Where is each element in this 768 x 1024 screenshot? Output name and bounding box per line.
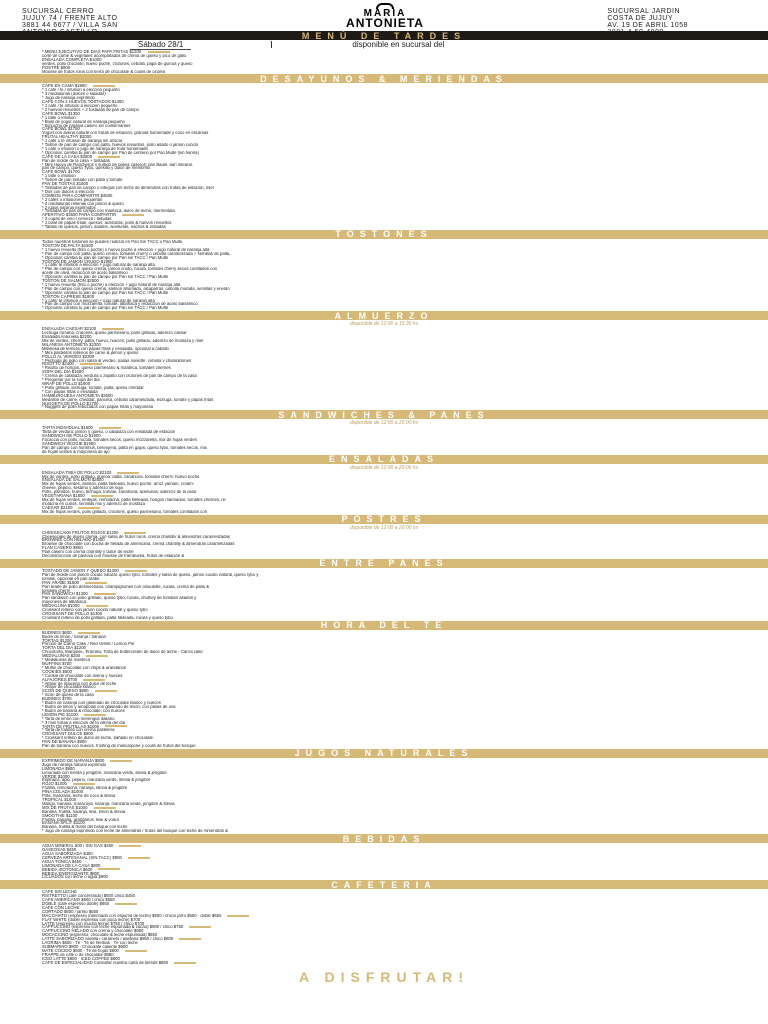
price-highlight-icon (99, 427, 121, 429)
menu-item-text: * 1 latte o infusión (42, 174, 76, 179)
menu-item-text: * Alfajor de chocolate blanco (42, 685, 96, 690)
menu-item-text: ENSALADA COMPLETA $1000 (42, 57, 102, 62)
menu-item-text: PAN SANDWICH $1300 (42, 592, 88, 597)
section-tab: disponible en sucursal del (352, 40, 445, 49)
price-highlight-icon (125, 570, 147, 572)
menu-item-text: * Pechuga de pollo con salsa al verdeo, papas noisette, cebolla y champiñones (42, 358, 192, 363)
menu-item-text: AGUA TÓNICA $450 (42, 859, 82, 864)
menu-item-text: CAESAR $2100 (42, 505, 73, 510)
menu-item-text: Mix de hojas verdes, pollo grillado, croutons, queso parmesano, tomates confitados con (42, 509, 208, 514)
menu-item-text: EXPRIMIDO DE NARANJA $800 (42, 758, 105, 763)
menu-item-text: * 4 medialunas rellenas con jamón & queso (42, 201, 124, 206)
price-highlight-icon (84, 714, 106, 716)
menu-item-text: CORTADO $600 / jarrito $650 (42, 909, 99, 914)
menu-item-text: ICED LATTE $850 · ICED COFFEE $800 (42, 956, 120, 961)
menu-item-line (42, 829, 768, 833)
branch-right-line: COSTA DE JUJUY (607, 15, 674, 22)
menu-item-text: AGUA SABORIZADA $450 (42, 851, 93, 856)
menu-item-text: tomate, opcional en pan árabe (42, 576, 100, 581)
menu-item-text: * Mini Huevo de Rancheros y surtido de panes caseros: pan Bagel, pan integral, (42, 162, 193, 167)
price-highlight-icon (105, 725, 127, 727)
branch-right-line: AV. 19 DE ABRIL 1058 (607, 22, 688, 29)
menu-item-text: LEMON PIE $1100 (42, 712, 78, 717)
menu-item-text: * Scon de queso de la casa (42, 693, 94, 698)
section-tab: Sábado 28/1 (130, 41, 191, 50)
closing-title: A DISFRUTAR! (299, 968, 469, 985)
menu-item-text: CAFÉ AMERICANO $600 / chico $550 (42, 898, 115, 903)
menu-item-text: FRUTAL HEALTHY $2000 (42, 135, 92, 140)
section-subtitle: disponible de 12:00 a 20:00 hs (349, 464, 419, 471)
branch-left (22, 8, 118, 36)
section-body (0, 50, 768, 73)
menu-item-text: BROWNIE CON HELADO $1300 (42, 538, 105, 543)
menu-item-text: SOPA DEL DÍA $1600 (42, 370, 84, 375)
menu-item-text: CAFÉ DE ESPECIALIDAD Consultar nuestra carta de blends $850 (42, 960, 169, 965)
menu-item-text: LATTE (espresso con mucha leche) $750 / chico $700 (42, 921, 145, 926)
menu-item-text: * 3 mini tortas a elección de la vitrina del día (42, 720, 126, 725)
menu-item-text: CROISSANT DE POLLO $1300 (42, 611, 103, 616)
menu-item-text: * 1 café / té infusión a elección pequeño (42, 103, 118, 108)
menu-item-text: CAFÉ SIN LECHE (42, 890, 77, 895)
menu-item-text: * Risotto de hongos, queso parmesano & manteca, tomates cherries (42, 366, 171, 371)
menu-item-text: * Crema de calabaza, verdura o zapallo con crutones de pan de campo de la casa (42, 374, 197, 379)
menu-item-text: MUFFINS $700 (42, 662, 72, 666)
menu-item-text: Yogurt con avena natural con frutas de estación, granola homemade y coco en escamas (42, 131, 209, 136)
menu-item-text: MILANESA ANTONIETA $2300 (42, 342, 101, 347)
menu-item-text: * Nuggets de pollo rebozados con papas fritas y mayonesa (42, 405, 154, 410)
section-body (0, 240, 768, 310)
menu-item-text: ENSALADA DE SALMÓN $2800 (42, 478, 104, 483)
menu-item-text: Pan de campo con hummus, berenjena, palta en gajos, queso tybo, tomates secos, mix (42, 445, 207, 450)
section-body (0, 631, 768, 748)
menu-item-line (42, 70, 768, 74)
menu-item-text: Croissant relleno con jamón cocido natural y queso tybo (42, 608, 148, 612)
menu-item-line (42, 961, 768, 965)
price-highlight-icon (227, 915, 249, 917)
menu-item-text: ALFAJORES $700 (42, 677, 78, 682)
menu-item-text: Tarta de verdura, jamón y queso, o calabaza con ensalada de estación (42, 430, 176, 435)
menu-item-text: * Alfajor de maicena con dulce de leche (42, 681, 117, 686)
price-highlight-icon (73, 783, 95, 785)
price-highlight-icon (189, 926, 211, 928)
menu-item-line (42, 616, 768, 620)
price-highlight-icon (86, 655, 108, 657)
menu-item-text: LIMONADA $900 (42, 766, 75, 771)
menu-item-text: MEDIALUNAS $200 (42, 654, 81, 659)
logo-line-1: MARIA (363, 8, 407, 19)
menu-item-line (42, 450, 768, 454)
menu-item-text: * Tostón de pan de campo con palta, huevos revueltos, pollo asado o jamón cocido (42, 143, 199, 147)
menu-item-text: Mango, banana, maracuyá, naranja, manzana verde, jengibre & stevia (42, 801, 175, 806)
menu-item-text: Banana, frutilla, naranja, kiwi, limón & stevia (42, 809, 126, 814)
menu-item-text: POSTRE $800 (42, 65, 71, 70)
menu-item-text: * Budín de naranja con glaseado de chocolate blanco y nueces (42, 701, 161, 705)
section-subtitle: disponible de 12:00 a 20:00 hs (349, 524, 419, 531)
section-subtitle: disponible de 12:00 a 15:30 hs (349, 321, 419, 328)
menu-item-text: SMOOTHIE $1100 (42, 813, 78, 818)
menu-item-text: AGUA MINERAL 500 / SIN GAS $400 (42, 844, 114, 849)
menu-item-text: * 1 café/ té infusión a elección + jugo natural de naranja alta (42, 298, 155, 303)
menu-item-text: * Pan de campo con palta, queso crema, tomates cherry o cebolla caramelizada + semillas de palta, (42, 251, 231, 256)
menu-item-text: * Opcional: cambia tu pan de campo por Pan sin TACC / Pan Multe (42, 306, 169, 311)
menu-item-text: Ensalada Antonieta $2200 (42, 335, 92, 339)
menu-item-text: TOSTÓN CAPRESE $1800 (42, 294, 95, 299)
menu-item-text: BUDINES $700 (42, 697, 72, 702)
menu-item-text: * 1 latte o infusión (42, 115, 76, 120)
menu-item-text: * Tablas de quesos, jamón, salame, aceitunas, nachos & tostadas (42, 225, 166, 229)
menu-item-text: Lechuga romana, crutones, queso parmesano, pollo grillado, aderezo caesar (42, 331, 187, 336)
menu-item-text: MOCACCINO (espresso, chocolate & leche espumada) $850 (42, 933, 158, 938)
menu-item-text: MATE COCIDO $500 · Té de hojas $600 (42, 948, 119, 953)
menu-item-text: * Bizcocho de naranja casero sin conservantes (42, 123, 131, 128)
section-title: ENTRE PANES (0, 559, 768, 568)
menu-item-text: Flan casero con crema chantilly y dulce de leche (42, 550, 134, 555)
menu-item-text: Mix de verdes, pollo grillado, quínoa, palta, zanahoria, tomates cherry, huevo poché (42, 474, 200, 479)
price-highlight-icon (98, 868, 120, 870)
price-highlight-icon (122, 214, 144, 216)
menu-item-text: Brownie de chocolate con bocha de helado de americana, crema chantilly & almendras caramelizadas (42, 542, 235, 547)
menu-item-text: * Jugo de naranja exprimido (42, 96, 95, 101)
menu-item-text: * Pan de campo con mozzarella, tomate, albahaca y reducción de aceto balsámico (42, 302, 198, 307)
menu-item-text: COMBOS PARA COMPARTIR $4500 (42, 193, 113, 198)
menu-item-text: * Opcional: cambia tu pan de campo por Pan sin TACC / Pan Multe (42, 275, 169, 280)
menu-item-line (42, 225, 768, 229)
menu-item-text: TOSTÓN DE PALTA $1500 (42, 243, 94, 248)
price-highlight-icon (179, 938, 201, 940)
section-subtitle: disponible de 12:00 a 20:00 hs (349, 420, 419, 427)
menu-item-text: PAN DE TOSTAS $1500 (42, 182, 89, 186)
menu-item-text: * Con papas fritas o ensalada (42, 389, 98, 394)
price-highlight-icon (148, 51, 170, 53)
menu-item-text: WRAP DE POLLO $1900 (42, 381, 91, 386)
menu-item-text: Budín de limón / naranja / banana (42, 634, 106, 639)
menu-item-text: * Budín de limón y amapolas con glaseado de limón, con pasas de uva (42, 704, 176, 709)
price-highlight-icon (85, 582, 107, 584)
menu-item-text: SANDWICH VEGGIE $1900 (42, 441, 96, 446)
section-title: SANDWICHES & PANES (0, 410, 768, 419)
menu-item-text: PIÑA COLADA $1000 (42, 790, 84, 795)
menu-item-text: corte de carne & vegetales acompañados de crema de queso y pico de gallo (42, 53, 187, 58)
price-highlight-icon (124, 532, 146, 534)
section-body (0, 327, 768, 409)
divider-icon (271, 41, 272, 48)
price-highlight-icon (83, 679, 105, 681)
menu-item-text: CERVEZA ARTESANAL (SIN TACC) $900 (42, 855, 122, 860)
menu-item-text: Mousse de frutos rojos con tierra de chocolate & coulis de ciruela (42, 69, 165, 74)
menu-item-text: Jugo de naranja natural exprimido (42, 762, 107, 767)
menu-item-text: MEDIALUNA $1000 (42, 604, 80, 609)
menu-item-text: * Medialunas de manteca (42, 658, 90, 662)
section-title: CAFETERIA (0, 880, 768, 889)
menu-item-text: BUDINES $600 (42, 630, 72, 635)
menu-item-text: Mix de hojas verdes, lentejas, remolacha, palta fileteada, hongos marinados, tomates cherries, re- (42, 498, 227, 502)
menu-item-text: BEBIDA ENERGIZANTE $800 (42, 871, 100, 876)
menu-item-text: TARTA INDIVIDUAL $1600 (42, 426, 93, 431)
menu-item-text: * Tostón de pan tostado con palta y tomate (42, 178, 123, 183)
menu-item-text: Deconstrucción de pavlova con mousse de frambuesa, frutos de estación & (42, 554, 185, 558)
menu-item-text: * Cookie de chocolate con avena y nueces (42, 673, 123, 678)
menu-item-line (42, 554, 768, 558)
menu-item-text: Frutilla, banana, arándanos, kiwi & yogur (42, 817, 120, 822)
menu-item-text: ROJO $1000 (42, 782, 67, 787)
section-body (0, 759, 768, 833)
menu-item-text: Pan árabe de pollo desmechado, champignones con ciboulette, rúcula, crema de palta & (42, 584, 210, 589)
menu-item-text: ENSALADA CAESAR $2100 (42, 327, 97, 332)
menu-item-text: Chocotorta, Marquise, Tiramisú, Torta de buttercream de dulce de leche - Carrot cake (42, 650, 203, 655)
menu-item-line (42, 306, 768, 310)
menu-item-text: VERDE $1000 (42, 774, 70, 779)
menu-item-text: * Mini pastelitos rellenos de carne & jamón y queso (42, 350, 139, 355)
menu-item-text: Pan sándwich con pollo grillado, queso tybo, rúcula, chutney de tomates asados y (42, 596, 197, 601)
menu-item-text: GASEOSAS $450 (42, 848, 77, 852)
section-tabs (0, 41, 768, 50)
menu-item-text: * Tostadas de pan de campo o integral con leche de almendras con frutas de estación, miel (42, 186, 214, 190)
menu-item-text: CAFÉ BOWL $1750 (42, 127, 80, 132)
price-highlight-icon (98, 156, 120, 158)
section-title: ENSALADAS (0, 455, 768, 464)
price-highlight-icon (125, 950, 147, 952)
menu-item-text: FLAN CASERO $900 (42, 546, 83, 551)
menu-item-text: CAFÉ EN CAMA $1900 (42, 84, 87, 89)
menu-item-text: CAPPUCCINO HELADO con crema y chocolate $950 (42, 929, 144, 934)
section-body (0, 84, 768, 229)
price-highlight-icon (128, 857, 150, 859)
menu-item-text: CAPPUCCINO (espresso con leche espumada & cacao) $800 / chico $750 (42, 925, 184, 930)
price-highlight-icon (117, 472, 139, 474)
section-title: ALMUERZO (0, 311, 768, 320)
section-body (0, 844, 768, 879)
branch-left-line: ANTONIO CASTILLO (22, 29, 98, 36)
section-body (0, 426, 768, 453)
branch-right (607, 8, 688, 36)
menu-item-text: TORTAS $1200 (42, 638, 72, 643)
price-highlight-icon (80, 363, 102, 365)
menu-item-text: * 1 café o infusión o jugo de naranja de fruta homemade (42, 146, 148, 151)
menu-item-text: * 3 medialunas (dulces o saladas) (42, 92, 106, 97)
price-highlight-icon (78, 507, 100, 509)
price-highlight-icon (94, 807, 116, 809)
menu-item-text: TOSTÓN DE SALMÓN $2500 (42, 279, 99, 283)
menu-item-text: SANDWICH DE POLLO $1900 (42, 434, 101, 439)
branch-left-line: JUJUY 74 / FRENTE ALTO (22, 15, 118, 22)
menu-item-text: * 2 huevos revueltos + 2 tostadas de pan de campo (42, 107, 139, 112)
menu-item-text: Pan de banana con nueces, frosting de mascarpone y coulis de frutos del bosque (42, 744, 196, 748)
price-highlight-icon (86, 605, 108, 607)
menu-item-text: PAN DE BANANA $900 (42, 740, 87, 745)
branch-left-line: 3881 44 6677 / VILLA SAN (22, 22, 118, 29)
maria-antonieta-logo (323, 3, 447, 29)
menu-item-text: LATTE SABORIZADO vainilla / caramelo / avellana $850 / chico $800 (42, 937, 174, 942)
menu-item-line (42, 405, 768, 409)
menu-item-text: * Tostadas de pan de campo con manteca, dulce de leche, mermelada (42, 209, 175, 214)
branch-right-line: 3881 4-50-4000 (607, 29, 664, 36)
section-title: BEBIDAS (0, 834, 768, 843)
menu-item-text: Pollo, palmitos, huevo, lechuga, tomate, zanahoria, aceitunas, aderezo de la casa (42, 490, 197, 495)
menu-item-text: * 1 café o té infusión de naranja sin azúcar (42, 139, 123, 144)
menu-item-text: VEGETARIANA $1800 (42, 494, 85, 498)
menu-item-text: * Pan de campo con queso crema, jamón crudo, rúcula, tomates cherry secos confitados con (42, 267, 218, 272)
menu-sections (0, 31, 768, 965)
menu-item-text: * MENÚ EJECUTIVO DE DÍAS PAPA FRITAS $1200 (42, 50, 143, 54)
section-title: JUGOS NATURALES (0, 749, 768, 758)
menu-item-text: Pan de molde de la casa + tostadas (42, 158, 110, 163)
menu-item-text: APERITIVO $3500 PARA COMPARTIR (42, 213, 117, 218)
menu-item-line (42, 744, 768, 748)
price-highlight-icon (78, 632, 100, 634)
menu-item-text: COOKIES $600 (42, 669, 73, 674)
menu-item-text: DOBLE (café espresso doble) $650 (42, 902, 110, 906)
menu-item-line (42, 510, 768, 514)
menu-item-text: NUGGETS DE POLLO $1700 (42, 401, 99, 406)
menu-item-text: * Opcional: cambia tu pan de campo por Pan sin TACC / Pan Multe (42, 255, 169, 260)
menu-item-text: * 1 café / té / infusión a elección pequeño (42, 88, 120, 93)
menu-item-text: TORTA DEL DÍA $1200 (42, 646, 87, 651)
menu-item-text: * 1 huevo revuelto (frito o poché) a elección + jugo natural de naranja alta (42, 282, 181, 287)
menu-item-text: ENSALADA TIBIA DE POLLO $2100 (42, 470, 112, 475)
menu-item-text: PAN ÁRABE $1500 (42, 580, 80, 585)
menu-item-text: * Opcional: cambia tu pan de campo por Pan de centeno por Pan Multe (sin harina) (42, 150, 199, 155)
menu-item-text: Frutilla, remolacha, naranja, stevia & jengibre (42, 786, 128, 791)
menu-item-text: CHEESECAKE FRUTOS ROJOS $1200 (42, 530, 119, 535)
menu-item-text: Cheesecake de queso crema, con salsa de frutos rojos, crema chantilly & almendras caramelizadas (42, 534, 231, 539)
menu-item-text: CAFÉ CON LECHE (42, 905, 80, 910)
menu-item-text: de hojas verdes & mayonesa de ajo (42, 449, 110, 454)
menu-item-text: Pan de molde con jamón cocido natural, queso tybo, tomates y salsa de queso, jamón cocido natural, queso tybo y (42, 572, 259, 577)
menu-item-text: Piña, manzana, leche de coco & stevia (42, 794, 116, 798)
menu-item-text: MIX DE FRUTAS $1000 (42, 805, 88, 810)
menu-item-text: HAMBURGUESA ANTONIETA $2600 (42, 393, 113, 398)
menu-item-text: Mix de verdes, cherry, palta, huevo, nueces, pollo grillado, aderezo de mostaza y miel (42, 339, 204, 343)
menu-item-text: verdes, pollo crocante, huevo poché, crutones, cebolla, papa de quinoa y queso (42, 61, 193, 66)
menu-item-text: Limonada con menta y jengibre, manzana verde, stevia & jengibre (42, 770, 167, 775)
menu-item-text: TOSTADO DE JAMÓN Y QUESO $1300 (42, 568, 119, 573)
section-body (0, 569, 768, 620)
menu-item-line (42, 875, 768, 879)
menu-item-text: * Muffin de chocolate con chips & arándanos (42, 665, 127, 670)
menu-item-text: Espinaca, apio, pepino, manzana verde, stevia & jengibre (42, 778, 151, 783)
menu-item-text: * Tarta de frutillas con crema pastelera (42, 728, 115, 733)
menu-item-text: SUBMARINO $800 · Chocolate caliente $900 (42, 945, 128, 949)
section-title: DESAYUNOS & MERIENDAS (0, 74, 768, 83)
price-highlight-icon (102, 328, 124, 330)
price-highlight-icon (95, 690, 117, 692)
menu-item-text: TARTA DE FRUTILLAS $1000 (42, 724, 100, 729)
menu-item-text: Medallón de carne, cheddar, panceta, cebolla caramelizada, lechuga, tomate y papas fritas (42, 397, 214, 402)
menu-item-text: FRAPPÉ de café o de chocolate $950 (42, 952, 114, 957)
menu-item-text: mayonesa de albahaca (42, 600, 86, 605)
branch-left-line: SUCURSAL CERRO (22, 8, 95, 15)
menu-item-text: * 1 huevo revuelto (frito o poché) o huevo poché a elección + jugo natural de naranja alta (42, 247, 210, 252)
price-highlight-icon (174, 962, 196, 964)
menu-item-text: POLLO AL VERDEO $2300 (42, 354, 95, 359)
menu-item-text: TOSTÓN DE JAMÓN CRUDO $1900 (42, 259, 113, 264)
menu-item-text: cheese, pepino, sésamo y aderezo de soja (42, 486, 123, 491)
menu-item-text: Milanesa de ternera con papas fritas y ensalada, opcional a caballo (42, 346, 169, 351)
price-highlight-icon (119, 845, 141, 847)
section-body (0, 471, 768, 514)
price-highlight-icon (94, 593, 116, 595)
menu-item-text: * Pan de campo con queso crema, salmón ahumado, alcaparras, cebolla morada, semillas y eneldo (42, 286, 230, 291)
menu-item-text: * Croissant relleno de dulce de leche, bañado en chocolate (42, 736, 154, 741)
menu-item-text: RISTRETTO (café concentrado) $500 chico $450 (42, 894, 135, 899)
menu-item-text: * 2 cafés o infusiones pequeñas (42, 197, 103, 202)
menu-item-text: Croissant relleno de pollo grillado, palta fileteada, rúcula y queso tybo (42, 615, 173, 620)
menu-item-text: * Dos con dulces a elección (42, 189, 95, 194)
menu-item-text: * Bowl de yogur natural de naranja pequeño (42, 119, 125, 124)
menu-item-text: * 1 bowl de papas fritas, quesos, aceitunas, pollo & huevos revueltos (42, 221, 172, 226)
menu-item-text: * 2 jugos naranja exprimidos (42, 205, 96, 210)
section-title: TOSTONES (0, 230, 768, 239)
menu-item-text: * Tarta de limón con merengue italiano (42, 716, 115, 721)
price-highlight-icon (110, 760, 132, 762)
menu-item-text: MACCHIATO (espresso manchado con espuma de leche) $600 / chico/ jarro $650 · doble $650 (42, 913, 222, 918)
menu-item-text: * Pollo grillado, lechuga, tomate, palta, queso cheddar (42, 385, 144, 390)
section-title: HORA DEL TÉ (0, 621, 768, 630)
menu-item-text: Focaccia con pollo, rúcula, tomates secos, queso mozzarella, mix de hojas verdes (42, 438, 197, 442)
menu-item-text: * Jugo de naranja exprimido con leche de almendras / frutos del bosque con leche de Almendras & (42, 829, 228, 834)
menu-item-text: CROISSANT DULCE $600 (42, 732, 93, 737)
menu-item-text: BANANA SPLIT $1100 (42, 821, 85, 826)
menu-item-text: CAFÉ BOWL $1700 (42, 170, 80, 175)
menu-item-text: Todos nuestros tostones se pueden realizar en Pan Sin TACC o Pan Multe (42, 239, 183, 244)
menu-item-text: * Preguntar por la sopa del día (42, 378, 100, 382)
menu-item-text: SCON DE QUESO $600 (42, 689, 89, 694)
menu-item-text: LICUADOS con leche o agua $900 (42, 875, 108, 880)
section-title: POSTRES (0, 515, 768, 524)
menu-item-text: RISOTTO $2400 (42, 362, 74, 367)
menu-item-text: BEBIDA ISOTÓNICA $600 (42, 867, 93, 872)
menu-item-text: aceite de oliva, reducción de aceto balsámico (42, 271, 128, 276)
menu-item-text: pan de campo, queso Tybo, quesillo y dulce de membrillo (42, 166, 151, 171)
menu-item-text: CAFÉ CON 2 HUEVOS TOSTADOS $1450 (42, 100, 124, 104)
price-highlight-icon (91, 495, 113, 497)
menu-item-text: LÁGRIMA $600 · Té · Té de hierbas · Té con leche (42, 941, 138, 945)
menu-item-text: CAFÉ BOWL $1350 (42, 111, 80, 116)
section-body (0, 531, 768, 558)
menu-item-text: tomates cherry (42, 588, 71, 593)
menu-item-text: FLAT WHITE (doble espresso con poca leche) $700 (42, 917, 141, 922)
branch-right-line: SUCURSAL JARDIN (607, 8, 681, 15)
menu-item-text: molacha en cubos, semillas mix y aderezo de mostaza (42, 501, 145, 506)
logo-line-2: ANTONIETA (346, 16, 424, 30)
menu-item-text: * Opcional: cambia tu pan de campo por Pan sin TACC / Pan Multe (42, 290, 169, 295)
section-body (0, 890, 768, 964)
section-title: MENÚ DE TARDES (0, 31, 768, 40)
price-highlight-icon (93, 85, 115, 87)
menu-item-text: * Budín de banana & chocolate, con nueces (42, 708, 125, 713)
menu-item-text: * 1 café/ té infusión a elección + jugo natural de naranja alta (42, 263, 155, 268)
menu-item-text: Mix de hojas verdes, salmón, palta fileteada, huevo poché, arroz yamaní, cream- (42, 482, 195, 487)
menu-item-text: * 2 copas de vino / cerveza / bebidas (42, 217, 112, 222)
menu-item-text: CAFÉ DE LA CASA $2800 (42, 154, 93, 159)
price-highlight-icon (115, 903, 137, 905)
menu-item-text: Banana, frutilla & frutos del bosque con leche (42, 825, 128, 830)
menu-item-text: Porción de Carrot Cake / Red Velvet / Lemon Pie (42, 642, 135, 647)
menu-item-text: TROPICAL $1000 (42, 798, 77, 802)
menu-item-text: LIMONADA DE LA CASA $800 (42, 863, 101, 868)
